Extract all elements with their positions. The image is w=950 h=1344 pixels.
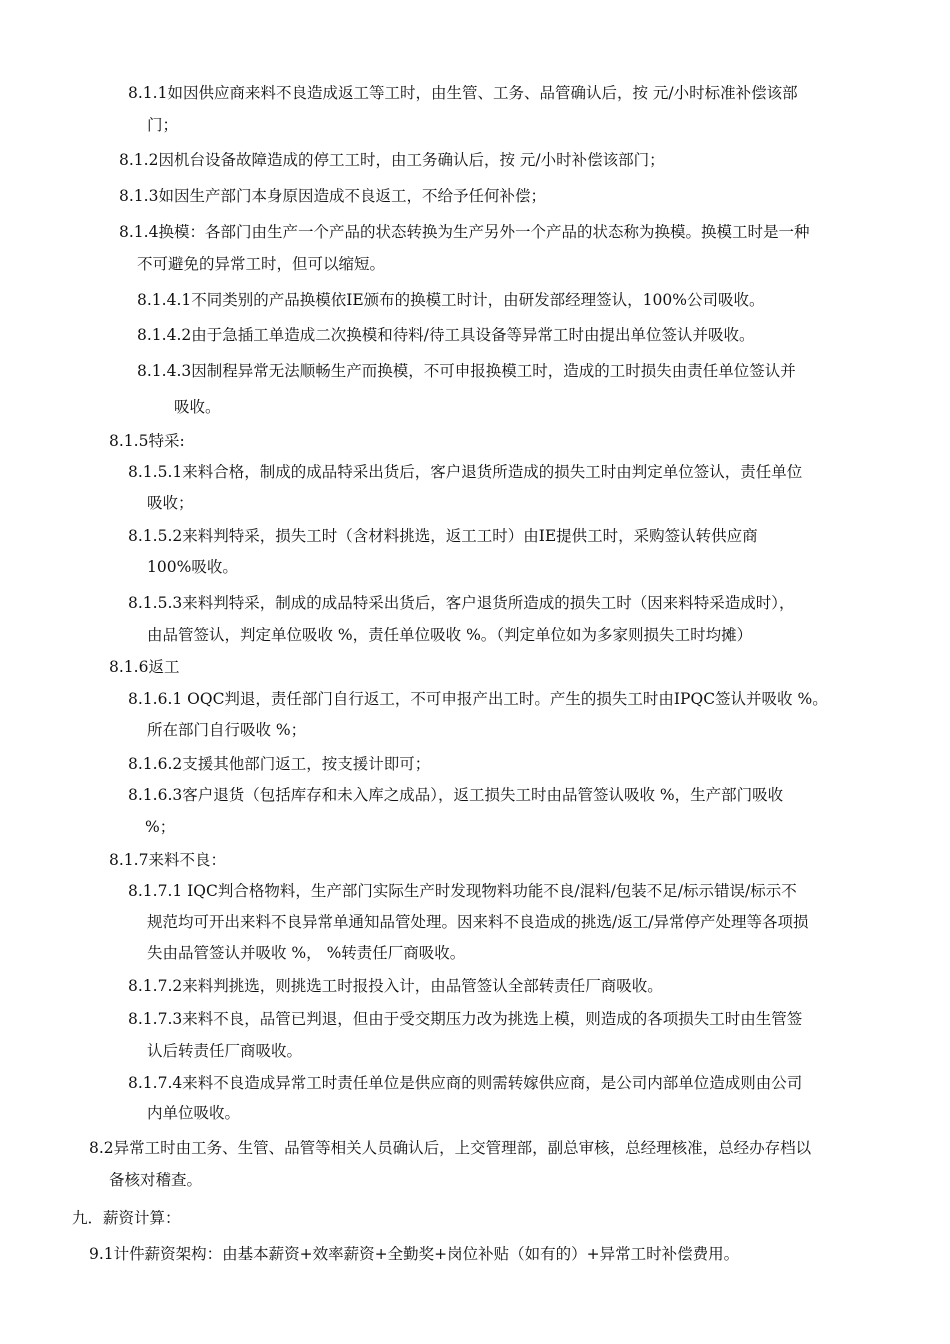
text-line: 门； — [147, 116, 179, 134]
text-line: 8.1.6.1 OQC判退，责任部门自行返工，不可申报产出工时。产生的损失工时由IPQC签认并吸收 %。 — [128, 690, 828, 708]
text-line: 所在部门自行吸收 %； — [147, 721, 307, 739]
text-line: 认后转责任厂商吸收。 — [147, 1042, 303, 1060]
text-line: 8.1.1如因供应商来料不良造成返工等工时，由生管、工务、品管确认后，按 元/小时标准补偿该部 — [128, 84, 798, 102]
text-line: 8.1.6返工 — [109, 658, 180, 676]
text-line: 8.1.7.3来料不良，品管已判退，但由于受交期压力改为挑选上模，则造成的各项损失工时由生管签 — [128, 1010, 803, 1028]
text-line: 8.2异常工时由工务、生管、品管等相关人员确认后，上交管理部，副总审核，总经理核准，总经办存档以 — [89, 1139, 812, 1157]
text-line: 8.1.3如因生产部门本身原因造成不良返工，不给予任何补偿； — [119, 187, 546, 205]
text-line: 8.1.7.2来料判挑选，则挑选工时报投入计，由品管签认全部转责任厂商吸收。 — [128, 977, 663, 995]
text-line: 8.1.4.3因制程异常无法顺畅生产而换模，不可申报换模工时，造成的工时损失由责任单位签认并 — [137, 362, 796, 380]
text-line: 100%吸收。 — [147, 558, 238, 576]
section-heading: 九．薪资计算： — [72, 1209, 181, 1227]
text-line: 8.1.7.4来料不良造成异常工时责任单位是供应商的则需转嫁供应商，是公司内部单位造成则由公司 — [128, 1074, 803, 1092]
text-line: 8.1.4.1不同类别的产品换模依IE颁布的换模工时计，由研发部经理签认，100%公司吸收。 — [137, 291, 765, 309]
text-line: 不可避免的异常工时，但可以缩短。 — [137, 255, 386, 273]
text-line: 吸收。 — [174, 398, 221, 416]
text-line: 吸收； — [147, 494, 194, 512]
text-line: 8.1.7.1 IQC判合格物料，生产部门实际生产时发现物料功能不良/混料/包装不足/标示错误/标示不 — [128, 882, 797, 900]
text-line: 规范均可开出来料不良异常单通知品管处理。因来料不良造成的挑选/返工/异常停产处理等各项损 — [147, 913, 809, 931]
text-line: 8.1.5.3来料判特采，制成的成品特采出货后，客户退货所造成的损失工时（因来料特采造成时）， — [128, 594, 795, 612]
text-line: 失由品管签认并吸收 %， %转责任厂商吸收。 — [147, 944, 466, 962]
text-line: 8.1.5特采: — [109, 432, 185, 450]
text-line: %； — [145, 818, 176, 836]
text-line: 8.1.5.1来料合格，制成的成品特采出货后，客户退货所造成的损失工时由判定单位签认，责任单位 — [128, 463, 803, 481]
text-line: 由品管签认，判定单位吸收 %，责任单位吸收 %。（判定单位如为多家则损失工时均摊） — [147, 626, 753, 644]
text-line: 8.1.6.3客户退货（包括库存和未入库之成品），返工损失工时由品管签认吸收 %，生产部门吸收 — [128, 786, 784, 804]
text-line: 内单位吸收。 — [147, 1104, 241, 1122]
text-line: 8.1.7来料不良： — [109, 851, 226, 869]
text-line: 8.1.4换模：各部门由生产一个产品的状态转换为生产另外一个产品的状态称为换模。换模工时是一种 — [119, 223, 810, 241]
text-line: 8.1.2因机台设备故障造成的停工工时，由工务确认后，按 元/小时补偿该部门； — [119, 151, 665, 169]
text-line: 9.1计件薪资架构：由基本薪资+效率薪资+全勤奖+岗位补贴（如有的）+异常工时补偿费用。 — [89, 1245, 740, 1263]
text-line: 8.1.5.2来料判特采，损失工时（含材料挑选，返工工时）由IE提供工时，采购签认转供应商 — [128, 527, 758, 545]
text-line: 8.1.4.2由于急插工单造成二次换模和待料/待工具设备等异常工时由提出单位签认并吸收。 — [137, 326, 755, 344]
text-line: 8.1.6.2支援其他部门返工，按支援计即可； — [128, 755, 431, 773]
text-line: 备核对稽查。 — [109, 1171, 203, 1189]
